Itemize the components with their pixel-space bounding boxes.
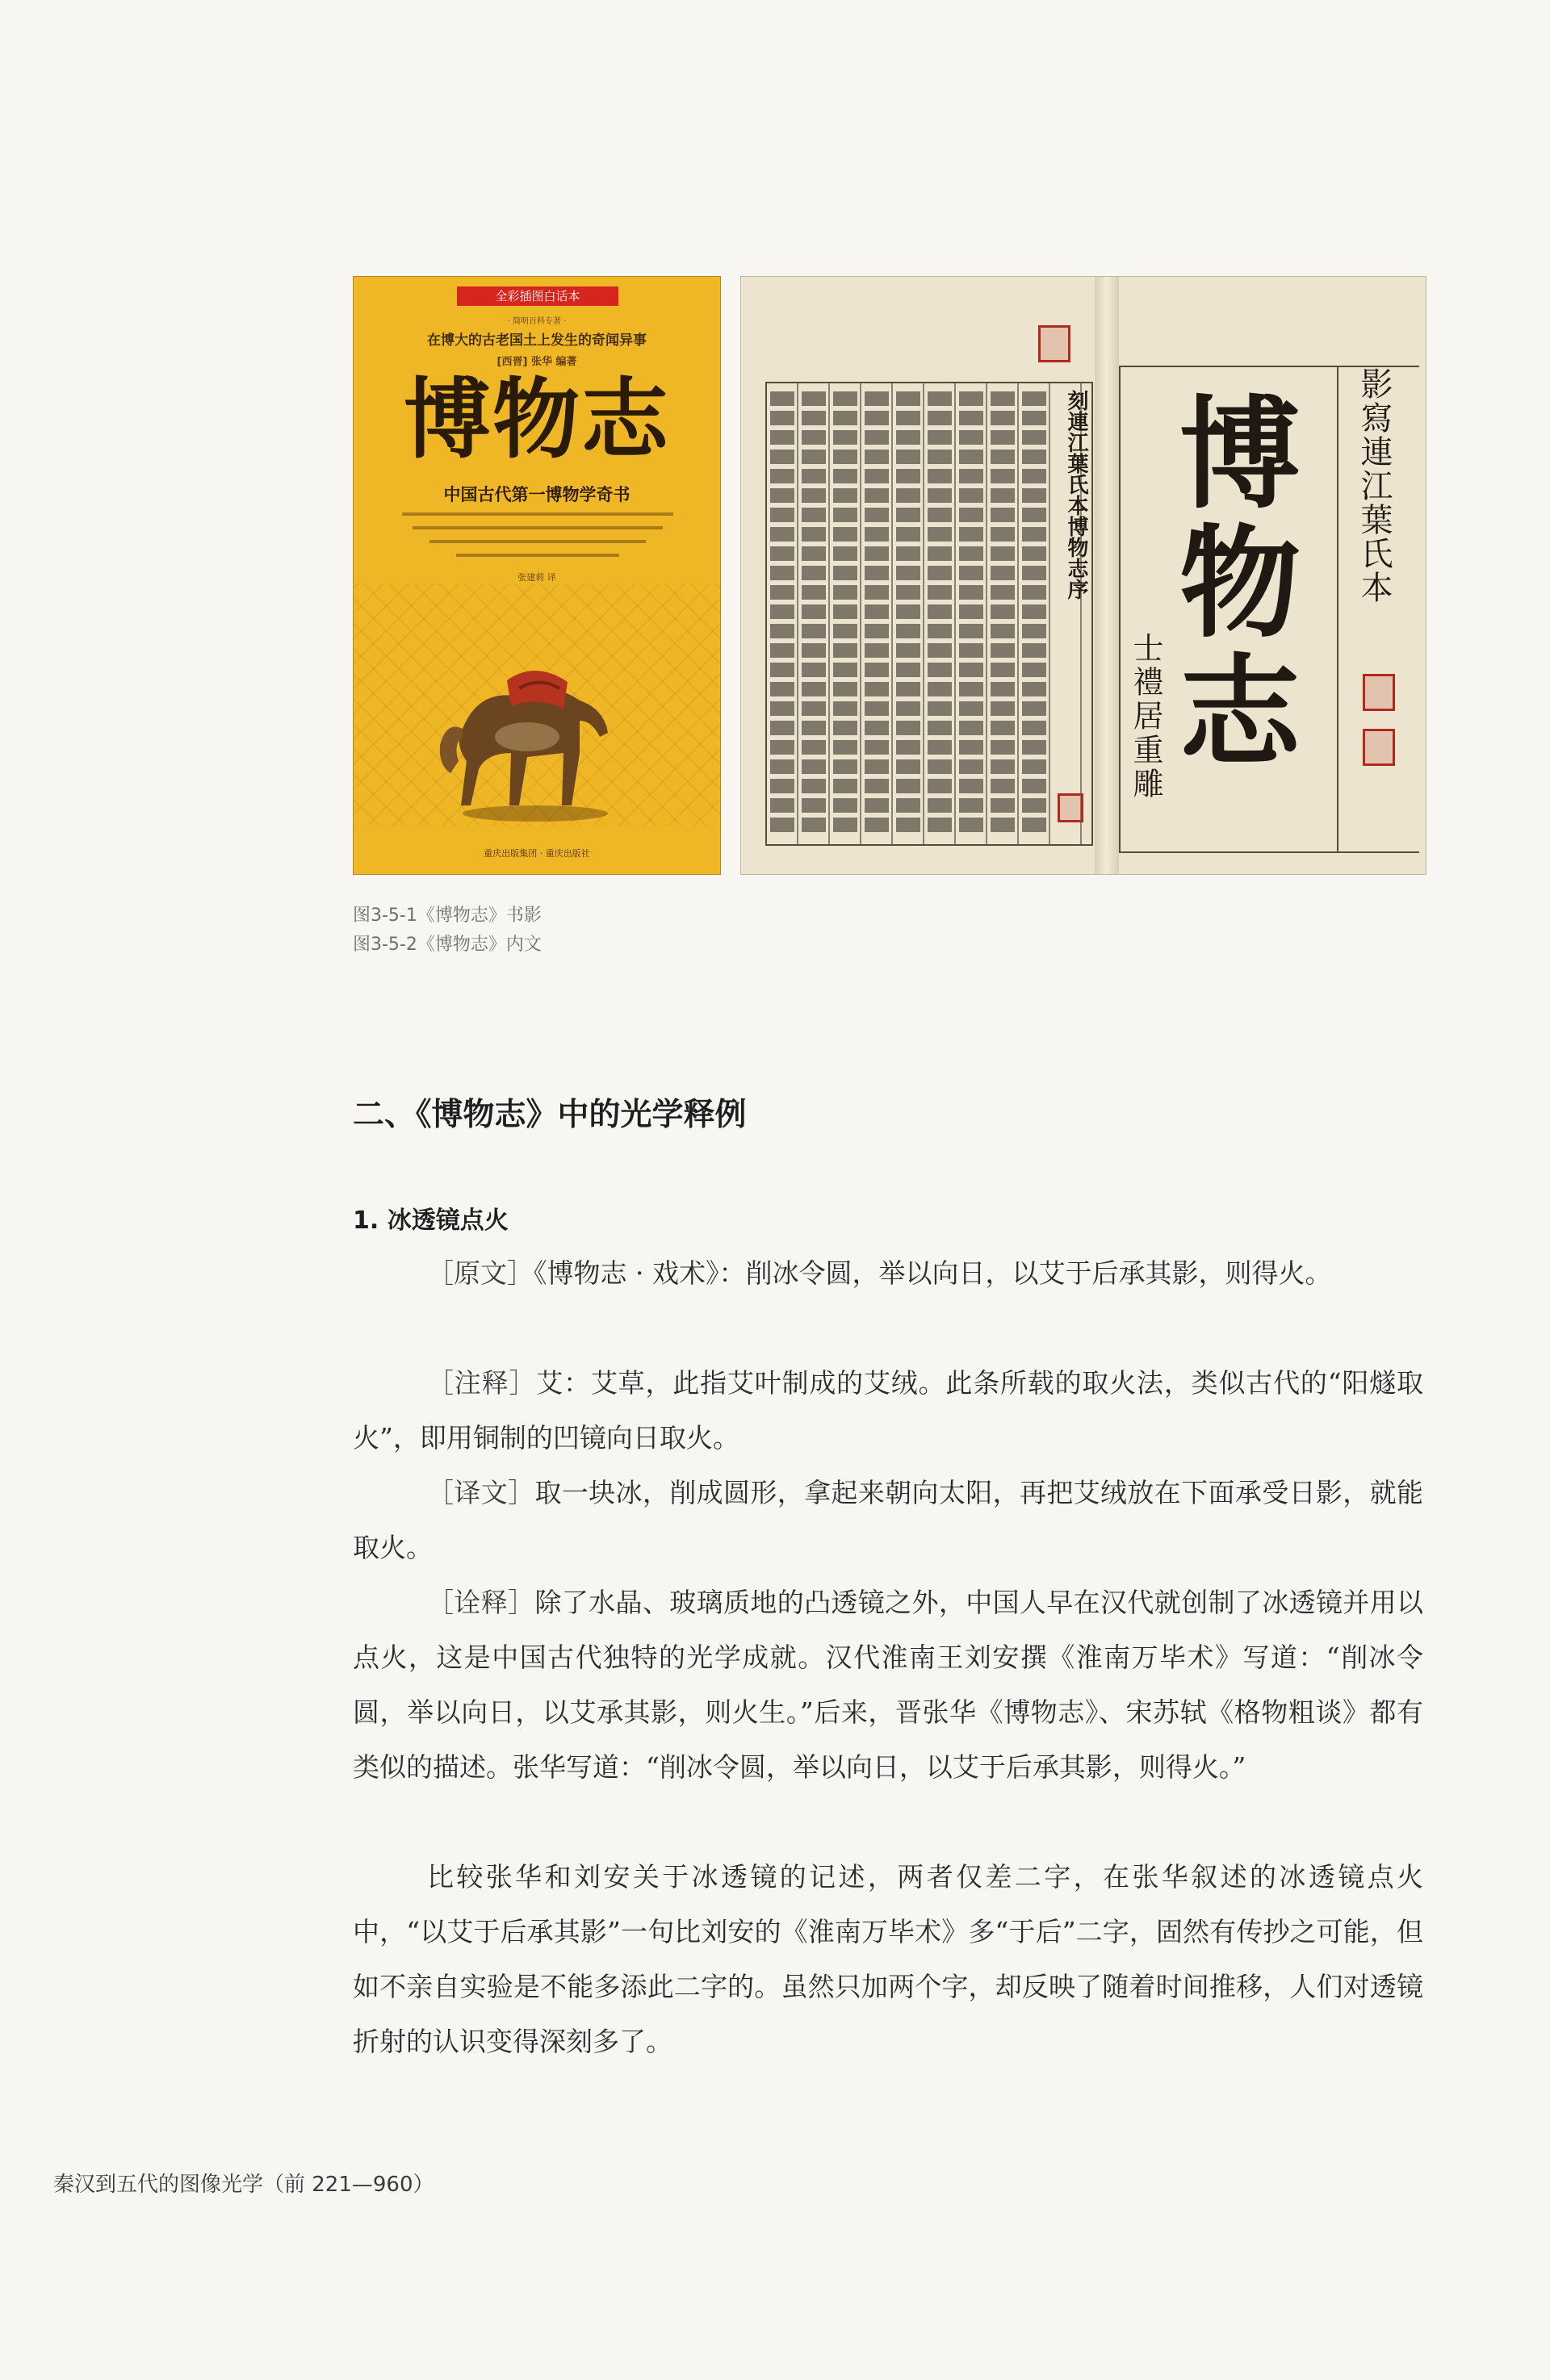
tag-translation: ［译文］: [427, 1477, 535, 1508]
preface-text-block: [765, 382, 1093, 846]
text-original: 《博物志 · 戏术》：削冰令圆，举以向日，以艾于后承其影，则得火。: [534, 1257, 1332, 1289]
red-seal-icon: [1038, 325, 1070, 362]
book-cover-image: [353, 276, 721, 875]
tag-original: ［原文］: [427, 1257, 534, 1289]
paragraph-annotation: [353, 1356, 1423, 1466]
text-annotation: 艾：艾草，此指艾叶制成的艾绒。此条所载的取火法，类似古代的“阳燧取火”，即用铜制的凹镜向日取火。: [353, 1367, 1424, 1454]
cover-series: · 简明百科专著 ·: [507, 317, 567, 326]
book-gutter: [1095, 277, 1119, 874]
cover-tagline: 在博大的古老国土上发生的奇闻异事: [427, 333, 647, 349]
antique-page-image: [740, 276, 1426, 875]
cover-title: 博物志: [403, 369, 670, 471]
text-translation: 取一块冰，削成圆形，拿起来朝向太阳，再把艾绒放在下面承受日影，就能取火。: [353, 1477, 1424, 1563]
preface-title: 刻連江葉氏本博物志序: [1064, 390, 1088, 600]
figure-caption-2: 图3-5-2《博物志》内文: [353, 935, 542, 955]
tag-interpretation: ［诠释］: [427, 1587, 535, 1618]
antique-edition: 影寫連江葉氏本: [1355, 367, 1393, 604]
text-interpretation: 除了水晶、玻璃质地的凸透镜之外，中国人早在汉代就创制了冰透镜并用以点火，这是中国古代独特的光学成就。汉代淮南王刘安撰《淮南万毕术》写道：“削冰令圆，举以向日，以艾承其影，则火生。”后来，晋张华《博物志》、宋苏轼《格物粗谈》都有类似的描述。张华写道：“削冰令圆，举以向日，以艾于后承其影，则得火。”: [353, 1587, 1424, 1783]
cover-publisher: 重庆出版集团 · 重庆出版社: [484, 848, 590, 859]
paragraph-original: [353, 1246, 1423, 1301]
cover-editor: 张建莉 译: [517, 572, 556, 583]
cover-subtitle: 中国古代第一博物学奇书: [443, 485, 630, 504]
page-footer: 秦汉到五代的图像光学（前 221—960）: [53, 2173, 434, 2197]
paragraph-interpretation: [353, 1575, 1423, 1795]
red-seal-icon: [1363, 729, 1395, 766]
antique-publisher-mark: 士禮居重雕: [1128, 632, 1163, 801]
paragraph-comparison: 比较张华和刘安关于冰透镜的记述，两者仅差二字，在张华叙述的冰透镜点火中，“以艾于后承其影”一句比刘安的《淮南万毕术》多“于后”二字，固然有传抄之可能，但如不亲自实验是不能多添此二字的。虽然只加两个字，却反映了随着时间推移，人们对透镜折射的认识变得深刻多了。: [353, 1861, 1423, 2057]
red-seal-icon: [1058, 793, 1083, 822]
cover-banner: 全彩插图白话本: [457, 287, 618, 306]
paragraph-translation: [353, 1466, 1423, 1575]
sub-heading: 1. 冰透镜点火: [353, 1207, 509, 1235]
figure-caption-1: 图3-5-1《博物志》书影: [353, 906, 542, 926]
tag-annotation: ［注释］: [427, 1367, 537, 1399]
antique-title: 博物志: [1158, 390, 1301, 777]
section-heading: 二、《博物志》中的光学释例: [353, 1096, 747, 1133]
red-seal-icon: [1363, 674, 1395, 711]
tang-horse-figure-icon: [430, 632, 632, 826]
cover-blurb-lines: [402, 512, 673, 567]
cover-author: [西晋] 张华 编著: [496, 356, 577, 368]
